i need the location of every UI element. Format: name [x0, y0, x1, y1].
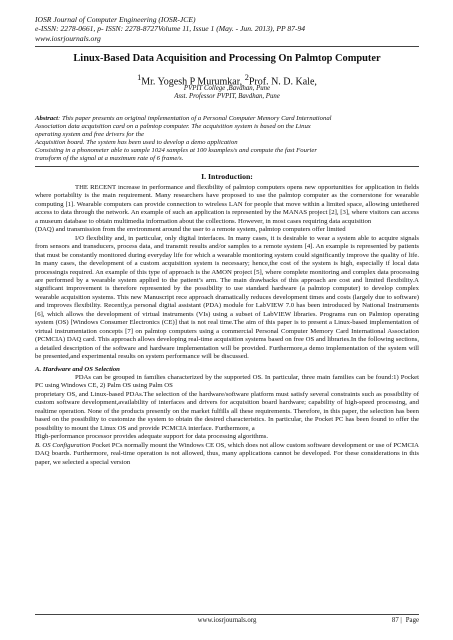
abstract — [35, 115, 419, 164]
paragraph: (DAQ) and transmission from the environment around the user to a remote system, palmtop computers offer limited — [35, 226, 346, 234]
paragraph: THE RECENT increase in performance and flexibility of palmtop computers opens new opportunities for application in fields where portability is the main requirement. Many researchers have proposed to use the palmtop computer as the cornerstone for wearable computing [1]. Wearable computers can provide connection to wireless LAN for people that move within a limited space, allowing untethered access to data through the network. An example of such an application is represented by the MANAS project [2], [3], where visitors can access a museum database to obtain multimedia information about the collections. However, in most cases requiring data acquisition — [35, 184, 419, 225]
journal-issn: e-ISSN: 2278-0661, p- ISSN: 2278-8727Volume 11, Issue 1 (May. - Jun. 2013), PP 87-94 — [35, 24, 306, 34]
abstract-line-6: transform of the signal at a maximum rate of 6 frame/s. — [35, 155, 184, 163]
subsection-heading-os: B. OS Configuration — [35, 441, 91, 449]
body-text — [35, 184, 419, 467]
subsection-heading-hardware: A. Hardware and OS Selection — [35, 365, 120, 373]
paper-title: Linux-Based Data Acquisition and Processing On Palmtop Computer — [73, 53, 381, 64]
affiliation-1: PVPIT College ,Bavdhan, Pune — [183, 85, 271, 92]
journal-header — [35, 15, 419, 43]
journal-url: www.iosrjournals.org — [35, 33, 101, 43]
abstract-line-3: operating system and free drivers for the — [35, 131, 144, 139]
author-2-index: 2 — [244, 73, 249, 82]
page-number-value: 87 | — [391, 617, 402, 624]
affiliation-2: Asst. Professor PVPIT, Bavdhan, Pune — [174, 93, 280, 101]
author-2-name: Prof. N. D. Kale, — [248, 76, 317, 88]
abstract-label: Abstract — [35, 115, 59, 122]
header-rule — [35, 46, 419, 47]
abstract-line-5: Consisting in a phonometer able to sample 1024 samples at 100 ksamples/s and compute the fast Fourier — [35, 147, 317, 155]
paragraph: PDAs can be grouped in families characterized by the supported OS. In particular, three main families can be found:1) Pocket PC using Windows CE, 2) Palm OS using Palm OS — [35, 373, 419, 390]
abstract-line-2: Association data acquisition card on a palmtop computer. The acquisition system is based on the Linux — [35, 123, 311, 131]
page-label: Page — [405, 617, 419, 624]
section-heading-introduction: I. Introduction: — [201, 172, 253, 181]
abstract-line-1: : This paper presents an original implementation of a Personal Computer Memory Card International — [58, 115, 332, 122]
paragraph — [35, 442, 419, 467]
abstract-rule — [35, 166, 419, 167]
author-1-index: 1 — [137, 73, 142, 82]
paragraph-text: Pocket PCs normally mount the Windows CE OS, which does not allow custom software development or use of PCMCIA DAQ boards. Furthermore, real-time operation is not allowed, thus, many applications cannot be developed. For these considerations in this paper, we selected a special version — [35, 441, 419, 466]
page-footer — [35, 614, 419, 624]
abstract-line-4: Acquisition board. The system has been used to develop a demo application — [35, 139, 238, 147]
author-1-name: Mr. Yogesh P Murumkar, — [141, 76, 245, 88]
page-number — [388, 617, 419, 624]
paragraph: proprietary OS, and Linux-based PDAs.The selection of the hardware/software platform must satisfy several constraints such as possibility of custom software development,availability of interfaces and drivers for acquisition board hardware; capability of high-speed processing, and realtime operation. None of the products presently on the market fulfills all these requirements. Therefore, in this paper, the selection has been based on the possibility to customize the system to obtain the desired characteristics. In particular, the Pocket PC has been found to offer the possibility to mount the Linux OS and provide PCMCIA interface. Furthermore, a — [35, 390, 419, 432]
paragraph: High-performance processor provides adequate support for data processing algorithms. — [35, 433, 269, 441]
journal-name: IOSR Journal of Computer Engineering (IOSR-JCE) — [35, 15, 196, 24]
footer-url: www.iosrjournals.org — [197, 617, 257, 624]
paragraph: I/O flexibility and, in particular, only digital interfaces. In many cases, it is desirable to wear a system able to acquire signals from sensors and transducers, process data, and transmit results and/or samples to a remote system [4]. An example is represented by patients that must be constantly monitored during everyday life for which a wearable monitoring system could significantly improve the quality of life. In many cases, the development of a custom acquisition system is necessary; hence,the cost of the system is high, especially if local data processingis required. An example of this type of approach is the AMON project [5], where complete monitoring and complex data processing are performed by a wearable system applied to the patient’s arm. The main drawbacks of this approach are cost and limited flexibility.A significant improvement is therefore represented by the possibility to use standard hardware (a palmtop computer) to develop complex wearable acquisition systems. This new Manuscript rece approach dramatically reduces development times and costs (largely due to software) and improves flexibility. Recently,a personal digital assistant (PDA) module for LabVIEW 7.0 has been introduced by National Instruments [6], which allows the development of virtual instruments (VIs) using a subset of LabVIEW libraries. Programs run on Palmtop operating system (OS) [Windows Consumer Electronics (CE)] that is not real time.The aim of this paper is to present a Linux-based implementation of virtual instrumentation concepts [7] on palmtop computers using a commercial Personal Computer Memory Card International Association (PCMCIA) DAQ card. This approach allows developing real-time acquisition systems based on free OS and libraries.In the following sections, a detailed description of the software and hardware implementation will be provided. Furthermore,a demo implementation of the system will be presented,and experimental results on system performance will be discussed. — [35, 234, 419, 361]
affiliations — [35, 85, 419, 102]
